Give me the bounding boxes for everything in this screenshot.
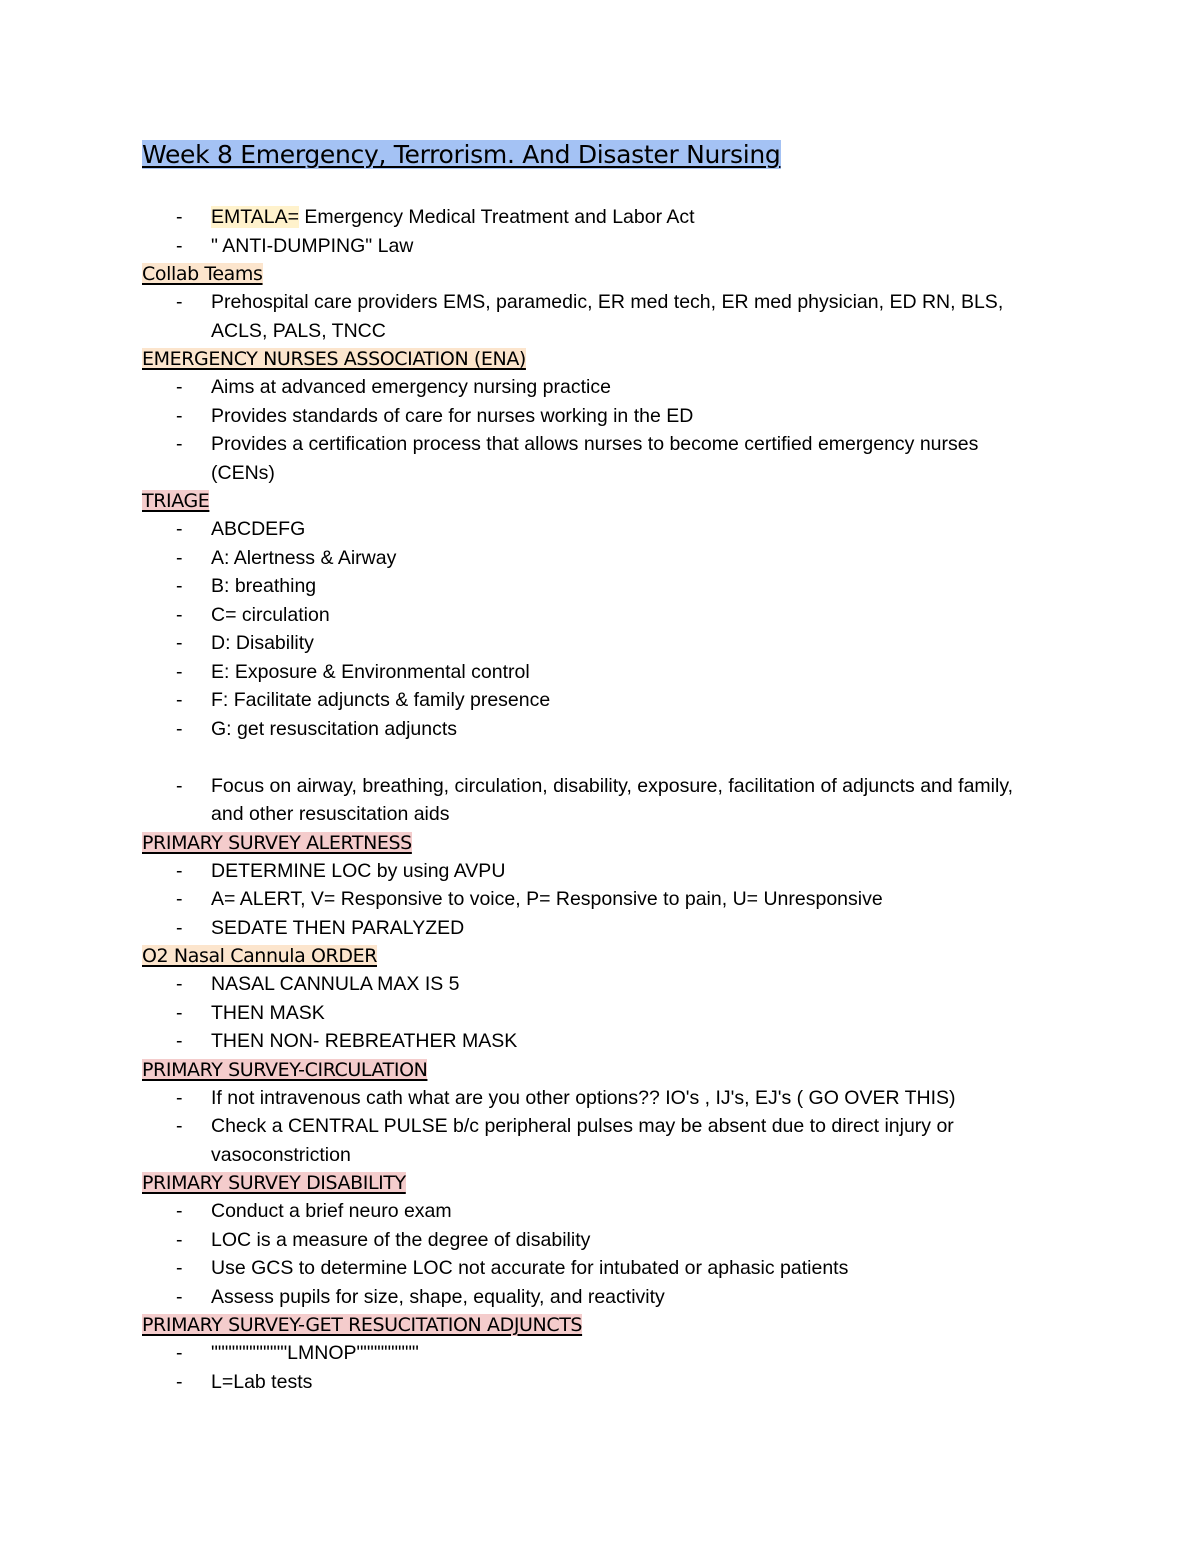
section-list <box>142 1339 1042 1396</box>
list-item: - THEN NON- REBREATHER MASK <box>142 1027 1042 1056</box>
list-item: - SEDATE THEN PARALYZED <box>142 914 1042 943</box>
list-item: - Prehospital care providers EMS, paramedic, ER med tech, ER med physician, ED RN, BLS, ACLS, PALS, TNCC <box>142 288 1042 345</box>
list-item-text: " ANTI-DUMPING" Law <box>211 234 414 257</box>
emtala-highlight: EMTALA= <box>211 206 299 228</box>
list-item: - E: Exposure & Environmental control <box>142 658 1042 687</box>
section-heading-primary-survey-circulation <box>142 1056 1042 1084</box>
document-body <box>142 137 1042 1396</box>
list-item: - DETERMINE LOC by using AVPU <box>142 857 1042 886</box>
section-heading-collab-teams <box>142 260 1042 288</box>
section-heading-text: PRIMARY SURVEY-GET RESUCITATION ADJUNCTS <box>142 1314 583 1336</box>
section-heading-primary-survey-disability <box>142 1169 1042 1197</box>
list-item: - """""""""""LMNOP""""""""" <box>142 1339 1042 1368</box>
section-list <box>142 288 1042 345</box>
section-heading-o2-nasal-cannula <box>142 942 1042 970</box>
document-title-text: Week 8 Emergency, Terrorism. And Disaster Nursing <box>142 140 781 169</box>
list-item: - Aims at advanced emergency nursing practice <box>142 373 1042 402</box>
section-heading-text: TRIAGE <box>142 490 210 512</box>
list-item: - If not intravenous cath what are you other options?? IO's , IJ's, EJ's ( GO OVER THIS) <box>142 1084 1042 1113</box>
list-item: - Use GCS to determine LOC not accurate for intubated or aphasic patients <box>142 1254 1042 1283</box>
list-item: - Assess pupils for size, shape, equality, and reactivity <box>142 1283 1042 1312</box>
list-item: - G: get resuscitation adjuncts <box>142 715 1042 744</box>
list-item: - A: Alertness & Airway <box>142 544 1042 573</box>
list-item: - Provides standards of care for nurses working in the ED <box>142 402 1042 431</box>
list-item: - ABCDEFG <box>142 515 1042 544</box>
list-item: - F: Facilitate adjuncts & family presence <box>142 686 1042 715</box>
list-item: - NASAL CANNULA MAX IS 5 <box>142 970 1042 999</box>
section-heading-text: O2 Nasal Cannula ORDER <box>142 945 377 967</box>
list-item: - B: breathing <box>142 572 1042 601</box>
list-item-text: Emergency Medical Treatment and Labor Act <box>298 206 695 228</box>
section-heading-text: EMERGENCY NURSES ASSOCIATION (ENA) <box>142 348 526 370</box>
list-item <box>142 232 1042 261</box>
section-heading-ena <box>142 345 1042 373</box>
section-heading-text: PRIMARY SURVEY DISABILITY <box>142 1172 406 1194</box>
section-list <box>142 1084 1042 1170</box>
section-list <box>142 970 1042 1056</box>
section-heading-triage <box>142 487 1042 515</box>
list-item: - D: Disability <box>142 629 1042 658</box>
section-list <box>142 373 1042 487</box>
section-heading-text: PRIMARY SURVEY ALERTNESS <box>142 831 412 854</box>
section-heading-text: PRIMARY SURVEY-CIRCULATION <box>142 1058 428 1081</box>
list-item: - LOC is a measure of the degree of disability <box>142 1226 1042 1255</box>
section-list <box>142 515 1042 829</box>
section-heading-resuscitation-adjuncts <box>142 1311 1042 1339</box>
list-item: - Check a CENTRAL PULSE b/c peripheral pulses may be absent due to direct injury or vasoconstriction <box>142 1112 1042 1169</box>
list-item: - A= ALERT, V= Responsive to voice, P= Responsive to pain, U= Unresponsive <box>142 885 1042 914</box>
section-heading-primary-survey-alertness <box>142 829 1042 857</box>
section-list <box>142 857 1042 943</box>
section-list <box>142 1197 1042 1311</box>
list-item: - Provides a certification process that allows nurses to become certified emergency nurses (CENs) <box>142 430 1042 487</box>
list-item: - C= circulation <box>142 601 1042 630</box>
list-item: - Conduct a brief neuro exam <box>142 1197 1042 1226</box>
intro-list <box>142 203 1042 260</box>
list-item: - L=Lab tests <box>142 1368 1042 1397</box>
list-item: - THEN MASK <box>142 999 1042 1028</box>
document-title <box>142 137 1042 173</box>
list-item <box>142 203 1042 232</box>
section-heading-text: Collab Teams <box>142 263 263 285</box>
list-item: - Focus on airway, breathing, circulation, disability, exposure, facilitation of adjuncts and family, and other resuscitation aids <box>142 772 1042 829</box>
